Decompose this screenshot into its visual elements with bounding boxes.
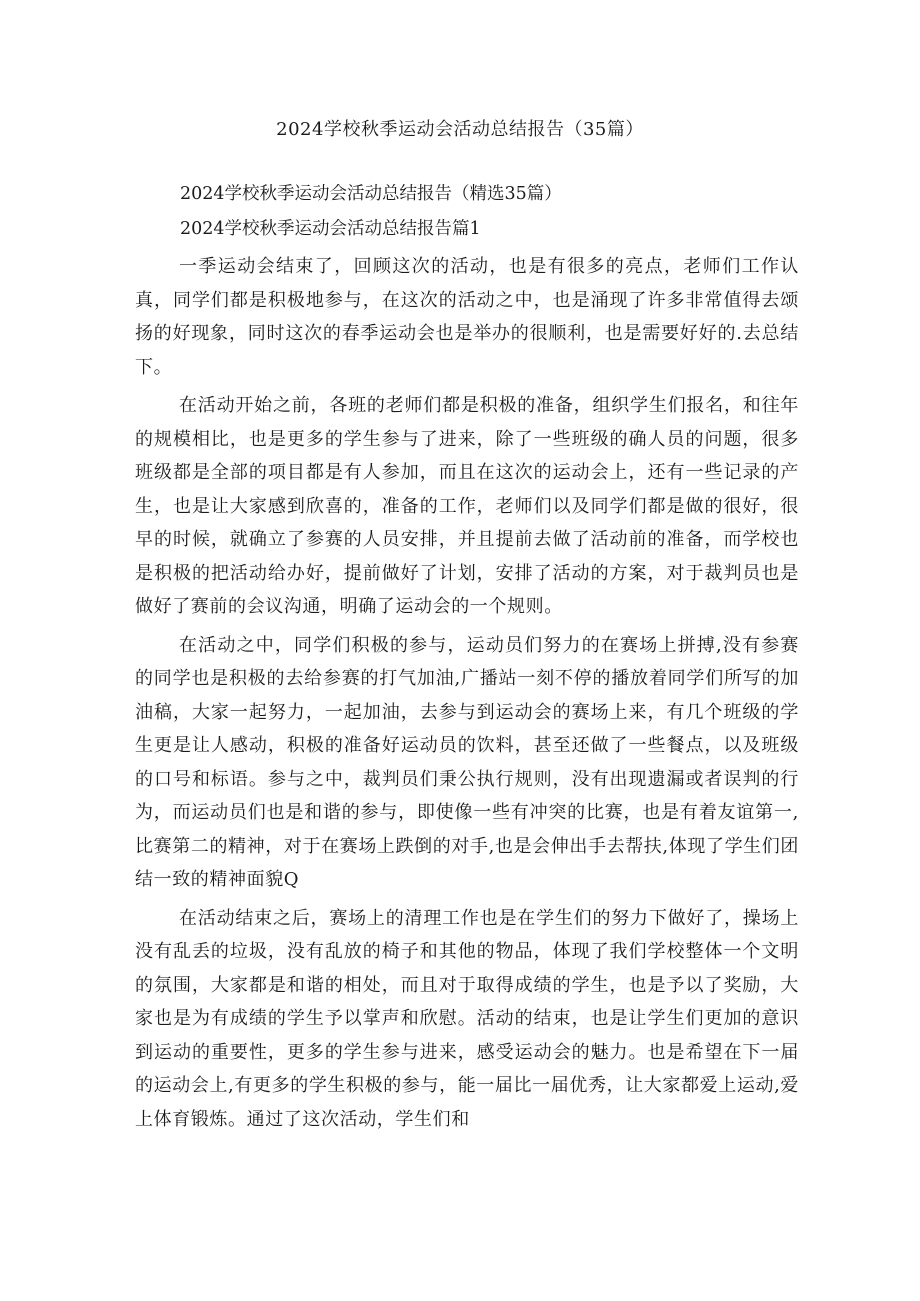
document-subtitle: 2024学校秋季运动会活动总结报告（精选35篇） bbox=[180, 184, 562, 204]
document-title: 2024学校秋季运动会活动总结报告（35篇） bbox=[276, 119, 644, 140]
section-heading: 2024学校秋季运动会活动总结报告篇1 bbox=[180, 219, 481, 239]
body-paragraph: 在活动开始之前，各班的老师们都是积极的准备，组织学生们报名，和往年的规模相比，也是更多的学生参与了进来，除了一些班级的确人员的问题，很多班级都是全部的项目都是有人参加，而且在这次的运动会上，还有一些记录的产生，也是让大家感到欣喜的，准备的工作，老师们以及同学们都是做的很好，很早的时候，就确立了参赛的人员安排，并且提前去做了活动前的准备，而学校也是积极的把活动给办好，提前做好了计划，安排了活动的方案，对于裁判员也是做好了赛前的会议沟通，明确了运动会的一个规则。 bbox=[135, 395, 799, 617]
body-paragraph: 在活动结束之后，赛场上的清理工作也是在学生们的努力下做好了，操场上没有乱丢的垃圾，没有乱放的椅子和其他的物品，体现了我们学校整体一个文明的氛围，大家都是和谐的相处，而且对于取得成绩的学生，也是予以了奖励，大家也是为有成绩的学生予以掌声和欣慰。活动的结束，也是让学生们更加的意识到运动的重要性，更多的学生参与进来，感受运动会的魅力。也是希望在下一届的运动会上,有更多的学生积极的参与，能一届比一届优秀，让大家都爱上运动,爱上体育锻炼。通过了这次活动，学生们和 bbox=[135, 907, 799, 1130]
document-body bbox=[135, 250, 799, 1141]
body-paragraph: 一季运动会结束了，回顾这次的活动，也是有很多的亮点，老师们工作认真，同学们都是积极地参与，在这次的活动之中，也是涌现了许多非常值得去颂扬的好现象，同时这次的春季运动会也是举办的很顺利，也是需要好好的.去总结下。 bbox=[135, 256, 799, 378]
body-paragraph: 在活动之中，同学们积极的参与，运动员们努力的在赛场上拼搏,没有参赛的同学也是积极的去给参赛的打气加油,广播站一刻不停的播放着同学们所写的加油稿，大家一起努力，一起加油，去参与到运动会的赛场上来，有几个班级的学生更是让人感动，积极的准备好运动员的饮料，甚至还做了一些餐点，以及班级的口号和标语。参与之中，裁判员们秉公执行规则，没有出现遗漏或者误判的行为，而运动员们也是和谐的参与，即使像一些有冲突的比赛，也是有着友谊第一,比赛第二的精神，对于在赛场上跌倒的对手,也是会伸出手去帮扶,体现了学生们团结一致的精神面貌Q bbox=[135, 634, 799, 890]
